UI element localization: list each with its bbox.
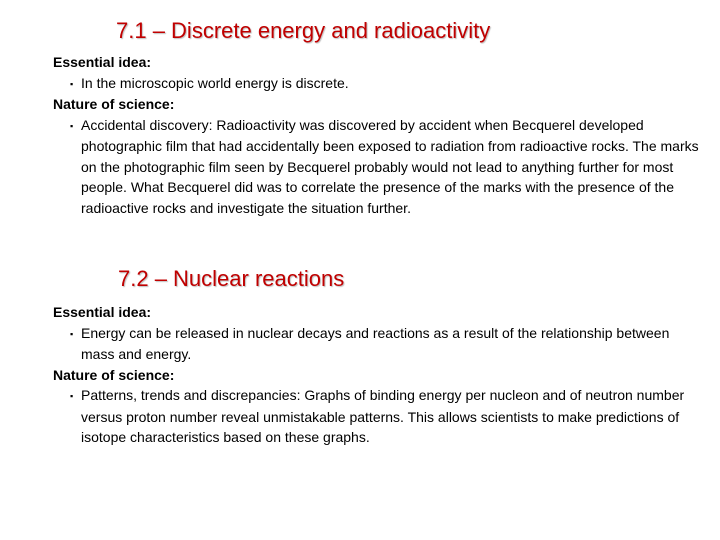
section-2-nature-text: Patterns, trends and discrepancies: Graphs of binding energy per nucleon and of neutron number versus proton number reveal unmistakable patterns. This allows scientists to make predictions of isotope characteristics based on these graphs. [81, 387, 685, 445]
section-1-nature-item [53, 115, 703, 219]
section-2-body [53, 302, 703, 448]
bullet-icon: ▪ [70, 78, 74, 89]
section-1-nature-label: Nature of science: [53, 96, 175, 112]
section-1-essential-label: Essential idea: [53, 54, 152, 70]
section-1-nature-text: Accidental discovery: Radioactivity was discovered by accident when Becquerel developed photographic film that had accidentally been exposed to radiation from radioactive rocks. The marks on the photographic film seen by Becquerel probably would not lead to anything further for most people. What Becquerel did was to correlate the presence of the marks with the presence of the radioactive rocks and investigate the situation further. [81, 116, 699, 216]
bullet-icon: ▪ [70, 328, 74, 339]
section-1-essential-item [53, 73, 703, 95]
section-2-title: 7.2 – Nuclear reactions [118, 266, 345, 291]
section-1-title: 7.1 – Discrete energy and radioactivity [116, 18, 491, 43]
section-1-body [53, 52, 703, 218]
section-2-nature-label: Nature of science: [53, 366, 175, 383]
bullet-icon: ▪ [70, 120, 74, 131]
section-2-essential-item [53, 323, 703, 365]
section-2-essential-text: Energy can be released in nuclear decays and reactions as a result of the relationship between mass and energy. [81, 324, 670, 362]
section-1-essential-text: In the microscopic world energy is discrete. [81, 74, 349, 91]
bullet-icon: ▪ [70, 391, 74, 401]
section-2-nature-item [53, 385, 703, 448]
section-2-essential-label: Essential idea: [53, 304, 152, 320]
